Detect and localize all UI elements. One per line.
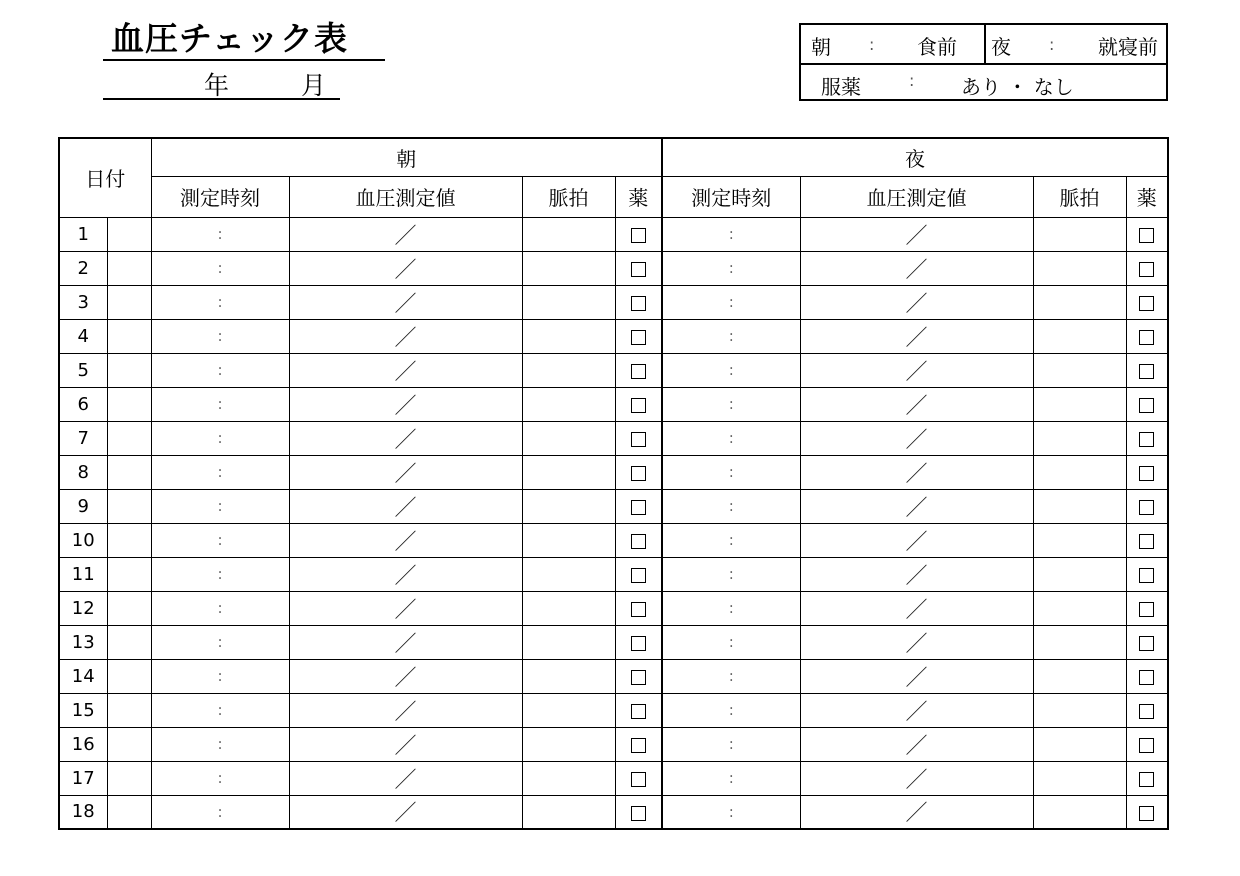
timing-row	[801, 25, 1166, 65]
morning-time-cell[interactable]: :	[151, 625, 289, 659]
night-time-cell[interactable]: :	[662, 591, 800, 625]
blood-pressure-table	[58, 137, 1169, 830]
date-header: 日付	[59, 138, 151, 217]
morning-bp-cell[interactable]: ／	[289, 659, 522, 693]
morning-medicine-checkbox[interactable]	[631, 602, 646, 617]
morning-medicine-checkbox-cell	[615, 795, 662, 829]
morning-bp-cell[interactable]: ／	[289, 217, 522, 251]
weekday-cell[interactable]	[107, 353, 151, 387]
night-pulse-cell[interactable]	[1033, 727, 1126, 761]
morning-time-cell[interactable]: :	[151, 557, 289, 591]
night-pulse-cell[interactable]	[1033, 387, 1126, 421]
night-medicine-checkbox-cell	[1126, 557, 1168, 591]
weekday-cell[interactable]	[107, 625, 151, 659]
morning-medicine-header: 薬	[615, 176, 662, 217]
morning-bp-cell[interactable]: ／	[289, 421, 522, 455]
night-pulse-cell[interactable]	[1033, 795, 1126, 829]
table-row	[59, 557, 1168, 591]
morning-bp-cell[interactable]: ／	[289, 523, 522, 557]
night-bp-cell[interactable]: ／	[800, 795, 1033, 829]
night-time-cell[interactable]: :	[662, 387, 800, 421]
night-medicine-checkbox-cell	[1126, 387, 1168, 421]
night-medicine-checkbox[interactable]	[1139, 364, 1154, 379]
night-time-cell[interactable]: :	[662, 455, 800, 489]
morning-bp-cell[interactable]: ／	[289, 455, 522, 489]
morning-time-cell[interactable]: :	[151, 285, 289, 319]
measurement-info-box	[799, 23, 1168, 101]
morning-bp-cell[interactable]: ／	[289, 693, 522, 727]
morning-medicine-checkbox[interactable]	[631, 772, 646, 787]
morning-bp-cell[interactable]: ／	[289, 251, 522, 285]
morning-medicine-checkbox[interactable]	[631, 296, 646, 311]
night-medicine-checkbox-cell	[1126, 285, 1168, 319]
night-medicine-checkbox[interactable]	[1139, 296, 1154, 311]
night-pulse-cell[interactable]	[1033, 251, 1126, 285]
night-medicine-checkbox[interactable]	[1139, 228, 1154, 243]
night-pulse-cell[interactable]	[1033, 421, 1126, 455]
night-timing: 就寝前	[1098, 35, 1158, 59]
morning-time-cell[interactable]: :	[151, 693, 289, 727]
weekday-cell[interactable]	[107, 761, 151, 795]
night-time-cell[interactable]: :	[662, 523, 800, 557]
night-medicine-checkbox-cell	[1126, 421, 1168, 455]
morning-medicine-checkbox-cell	[615, 353, 662, 387]
night-bp-cell[interactable]: ／	[800, 387, 1033, 421]
morning-pulse-cell[interactable]	[522, 523, 615, 557]
table-row	[59, 591, 1168, 625]
night-medicine-checkbox[interactable]	[1139, 500, 1154, 515]
year-month-line	[103, 61, 340, 100]
night-medicine-checkbox[interactable]	[1139, 432, 1154, 447]
weekday-cell[interactable]	[107, 251, 151, 285]
weekday-cell[interactable]	[107, 285, 151, 319]
night-medicine-checkbox-cell	[1126, 659, 1168, 693]
night-pulse-cell[interactable]	[1033, 557, 1126, 591]
night-pulse-cell[interactable]	[1033, 659, 1126, 693]
table-row	[59, 625, 1168, 659]
night-medicine-checkbox-cell	[1126, 353, 1168, 387]
morning-medicine-checkbox[interactable]	[631, 432, 646, 447]
night-time-cell[interactable]: :	[662, 319, 800, 353]
morning-label: 朝	[811, 35, 831, 59]
weekday-cell[interactable]	[107, 523, 151, 557]
night-medicine-checkbox[interactable]	[1139, 262, 1154, 277]
day-number: 2	[59, 251, 107, 285]
table-row	[59, 523, 1168, 557]
info-divider	[984, 25, 986, 63]
night-label: 夜	[991, 35, 1011, 59]
night-medicine-checkbox[interactable]	[1139, 398, 1154, 413]
table-row	[59, 285, 1168, 319]
weekday-cell[interactable]	[107, 217, 151, 251]
morning-medicine-checkbox[interactable]	[631, 500, 646, 515]
night-time-cell[interactable]: :	[662, 659, 800, 693]
morning-pulse-cell[interactable]	[522, 387, 615, 421]
morning-timing: 食前	[917, 35, 957, 59]
weekday-cell[interactable]	[107, 727, 151, 761]
weekday-cell[interactable]	[107, 455, 151, 489]
night-time-cell[interactable]: :	[662, 421, 800, 455]
night-medicine-checkbox[interactable]	[1139, 568, 1154, 583]
day-number: 8	[59, 455, 107, 489]
table-row	[59, 727, 1168, 761]
night-medicine-checkbox[interactable]	[1139, 806, 1154, 821]
morning-pulse-cell[interactable]	[522, 251, 615, 285]
morning-time-cell[interactable]: :	[151, 591, 289, 625]
morning-time-cell[interactable]: :	[151, 217, 289, 251]
morning-medicine-checkbox-cell	[615, 489, 662, 523]
day-number: 12	[59, 591, 107, 625]
morning-medicine-checkbox[interactable]	[631, 228, 646, 243]
night-pulse-cell[interactable]	[1033, 455, 1126, 489]
medicine-row	[801, 63, 1166, 101]
morning-medicine-checkbox[interactable]	[631, 398, 646, 413]
night-time-cell[interactable]: :	[662, 489, 800, 523]
table-row	[59, 387, 1168, 421]
morning-time-cell[interactable]: :	[151, 387, 289, 421]
night-time-cell[interactable]: :	[662, 557, 800, 591]
night-medicine-checkbox-cell	[1126, 693, 1168, 727]
night-bp-cell[interactable]: ／	[800, 319, 1033, 353]
table-row	[59, 421, 1168, 455]
night-time-header: 測定時刻	[662, 176, 800, 217]
night-time-cell[interactable]: :	[662, 217, 800, 251]
night-bp-header: 血圧測定値	[800, 176, 1033, 217]
morning-time-cell[interactable]: :	[151, 455, 289, 489]
morning-medicine-checkbox[interactable]	[631, 330, 646, 345]
morning-time-cell[interactable]: :	[151, 353, 289, 387]
morning-bp-cell[interactable]: ／	[289, 387, 522, 421]
night-time-cell[interactable]: :	[662, 251, 800, 285]
day-number: 6	[59, 387, 107, 421]
morning-bp-cell[interactable]: ／	[289, 761, 522, 795]
day-number: 1	[59, 217, 107, 251]
morning-pulse-cell[interactable]	[522, 353, 615, 387]
morning-time-cell[interactable]: :	[151, 523, 289, 557]
night-medicine-checkbox[interactable]	[1139, 670, 1154, 685]
morning-pulse-cell[interactable]	[522, 557, 615, 591]
morning-time-cell[interactable]: :	[151, 319, 289, 353]
morning-time-cell[interactable]: :	[151, 727, 289, 761]
table-row	[59, 659, 1168, 693]
morning-medicine-checkbox[interactable]	[631, 466, 646, 481]
morning-medicine-checkbox[interactable]	[631, 670, 646, 685]
night-time-cell[interactable]: :	[662, 693, 800, 727]
night-bp-cell[interactable]: ／	[800, 523, 1033, 557]
night-bp-cell[interactable]: ／	[800, 693, 1033, 727]
night-time-cell[interactable]: :	[662, 353, 800, 387]
night-pulse-cell[interactable]	[1033, 489, 1126, 523]
medicine-colon: :	[909, 71, 915, 90]
night-medicine-checkbox-cell	[1126, 455, 1168, 489]
night-bp-cell[interactable]: ／	[800, 353, 1033, 387]
night-medicine-checkbox-cell	[1126, 761, 1168, 795]
morning-pulse-cell[interactable]	[522, 489, 615, 523]
night-medicine-checkbox[interactable]	[1139, 602, 1154, 617]
day-number: 13	[59, 625, 107, 659]
morning-medicine-checkbox-cell	[615, 523, 662, 557]
table-row	[59, 353, 1168, 387]
night-medicine-checkbox-cell	[1126, 489, 1168, 523]
night-pulse-cell[interactable]	[1033, 353, 1126, 387]
morning-bp-header: 血圧測定値	[289, 176, 522, 217]
night-medicine-checkbox-cell	[1126, 251, 1168, 285]
weekday-cell[interactable]	[107, 421, 151, 455]
morning-medicine-checkbox[interactable]	[631, 568, 646, 583]
morning-pulse-cell[interactable]	[522, 319, 615, 353]
morning-bp-cell[interactable]: ／	[289, 591, 522, 625]
night-pulse-header: 脈拍	[1033, 176, 1126, 217]
morning-pulse-cell[interactable]	[522, 285, 615, 319]
night-medicine-checkbox-cell	[1126, 795, 1168, 829]
weekday-cell[interactable]	[107, 795, 151, 829]
night-medicine-header: 薬	[1126, 176, 1168, 217]
year-label: 年	[204, 71, 230, 100]
morning-medicine-checkbox-cell	[615, 761, 662, 795]
morning-bp-cell[interactable]: ／	[289, 319, 522, 353]
night-bp-cell[interactable]: ／	[800, 557, 1033, 591]
morning-medicine-checkbox-cell	[615, 251, 662, 285]
night-pulse-cell[interactable]	[1033, 591, 1126, 625]
night-header: 夜	[662, 138, 1168, 176]
morning-bp-cell[interactable]: ／	[289, 727, 522, 761]
morning-medicine-checkbox-cell	[615, 659, 662, 693]
morning-medicine-checkbox-cell	[615, 285, 662, 319]
title-block	[103, 19, 385, 100]
night-time-cell[interactable]: :	[662, 285, 800, 319]
morning-time-cell[interactable]: :	[151, 761, 289, 795]
day-number: 18	[59, 795, 107, 829]
weekday-cell[interactable]	[107, 659, 151, 693]
morning-time-cell[interactable]: :	[151, 795, 289, 829]
morning-bp-cell[interactable]: ／	[289, 353, 522, 387]
morning-pulse-cell[interactable]	[522, 455, 615, 489]
morning-medicine-checkbox-cell	[615, 625, 662, 659]
night-time-cell[interactable]: :	[662, 727, 800, 761]
morning-bp-cell[interactable]: ／	[289, 795, 522, 829]
morning-medicine-checkbox[interactable]	[631, 636, 646, 651]
day-number: 15	[59, 693, 107, 727]
morning-medicine-checkbox-cell	[615, 387, 662, 421]
table-row	[59, 217, 1168, 251]
morning-medicine-checkbox-cell	[615, 319, 662, 353]
night-pulse-cell[interactable]	[1033, 625, 1126, 659]
morning-medicine-checkbox-cell	[615, 421, 662, 455]
night-pulse-cell[interactable]	[1033, 285, 1126, 319]
morning-pulse-cell[interactable]	[522, 761, 615, 795]
night-medicine-checkbox[interactable]	[1139, 738, 1154, 753]
morning-pulse-cell[interactable]	[522, 591, 615, 625]
day-number: 10	[59, 523, 107, 557]
night-medicine-checkbox-cell	[1126, 523, 1168, 557]
table-row	[59, 319, 1168, 353]
morning-time-cell[interactable]: :	[151, 251, 289, 285]
night-time-cell[interactable]: :	[662, 761, 800, 795]
night-medicine-checkbox-cell	[1126, 625, 1168, 659]
night-bp-cell[interactable]: ／	[800, 217, 1033, 251]
table-row	[59, 489, 1168, 523]
morning-bp-cell[interactable]: ／	[289, 285, 522, 319]
page-title: 血圧チェック表	[103, 22, 385, 61]
day-number: 7	[59, 421, 107, 455]
night-medicine-checkbox[interactable]	[1139, 704, 1154, 719]
weekday-cell[interactable]	[107, 693, 151, 727]
morning-medicine-checkbox-cell	[615, 455, 662, 489]
morning-pulse-cell[interactable]	[522, 795, 615, 829]
medicine-label: 服薬	[821, 75, 861, 99]
weekday-cell[interactable]	[107, 557, 151, 591]
weekday-cell[interactable]	[107, 489, 151, 523]
table-row	[59, 455, 1168, 489]
weekday-cell[interactable]	[107, 591, 151, 625]
morning-time-header: 測定時刻	[151, 176, 289, 217]
day-number: 17	[59, 761, 107, 795]
night-bp-cell[interactable]: ／	[800, 625, 1033, 659]
night-medicine-checkbox[interactable]	[1139, 330, 1154, 345]
morning-pulse-cell[interactable]	[522, 659, 615, 693]
morning-header: 朝	[151, 138, 662, 176]
night-medicine-checkbox-cell	[1126, 591, 1168, 625]
morning-bp-cell[interactable]: ／	[289, 489, 522, 523]
day-number: 11	[59, 557, 107, 591]
morning-medicine-checkbox[interactable]	[631, 806, 646, 821]
night-bp-cell[interactable]: ／	[800, 421, 1033, 455]
morning-bp-cell[interactable]: ／	[289, 625, 522, 659]
day-number: 3	[59, 285, 107, 319]
morning-medicine-checkbox[interactable]	[631, 262, 646, 277]
day-number: 4	[59, 319, 107, 353]
weekday-cell[interactable]	[107, 387, 151, 421]
morning-medicine-checkbox[interactable]	[631, 534, 646, 549]
morning-medicine-checkbox-cell	[615, 217, 662, 251]
morning-colon: :	[869, 35, 875, 54]
night-bp-cell[interactable]: ／	[800, 455, 1033, 489]
night-bp-cell[interactable]: ／	[800, 659, 1033, 693]
morning-medicine-checkbox-cell	[615, 557, 662, 591]
table-row	[59, 693, 1168, 727]
morning-medicine-checkbox[interactable]	[631, 738, 646, 753]
morning-pulse-cell[interactable]	[522, 625, 615, 659]
table-row	[59, 761, 1168, 795]
morning-time-cell[interactable]: :	[151, 489, 289, 523]
table-body	[59, 217, 1168, 829]
morning-bp-cell[interactable]: ／	[289, 557, 522, 591]
night-bp-cell[interactable]: ／	[800, 727, 1033, 761]
morning-medicine-checkbox-cell	[615, 591, 662, 625]
morning-medicine-checkbox-cell	[615, 727, 662, 761]
night-time-cell[interactable]: :	[662, 625, 800, 659]
night-colon: :	[1049, 35, 1055, 54]
night-bp-cell[interactable]: ／	[800, 489, 1033, 523]
morning-time-cell[interactable]: :	[151, 659, 289, 693]
morning-medicine-checkbox-cell	[615, 693, 662, 727]
night-bp-cell[interactable]: ／	[800, 761, 1033, 795]
night-medicine-checkbox-cell	[1126, 319, 1168, 353]
day-number: 14	[59, 659, 107, 693]
night-pulse-cell[interactable]	[1033, 217, 1126, 251]
morning-medicine-checkbox[interactable]	[631, 704, 646, 719]
medicine-value: あり ・ なし	[961, 75, 1074, 99]
night-pulse-cell[interactable]	[1033, 523, 1126, 557]
night-medicine-checkbox[interactable]	[1139, 466, 1154, 481]
night-pulse-cell[interactable]	[1033, 761, 1126, 795]
night-medicine-checkbox[interactable]	[1139, 636, 1154, 651]
morning-pulse-cell[interactable]	[522, 217, 615, 251]
day-number: 9	[59, 489, 107, 523]
month-label: 月	[301, 71, 327, 100]
night-bp-cell[interactable]: ／	[800, 251, 1033, 285]
night-bp-cell[interactable]: ／	[800, 591, 1033, 625]
night-medicine-checkbox-cell	[1126, 217, 1168, 251]
day-number: 5	[59, 353, 107, 387]
morning-pulse-header: 脈拍	[522, 176, 615, 217]
table-row	[59, 795, 1168, 829]
table-row	[59, 251, 1168, 285]
morning-pulse-cell[interactable]	[522, 421, 615, 455]
night-medicine-checkbox-cell	[1126, 727, 1168, 761]
morning-pulse-cell[interactable]	[522, 693, 615, 727]
morning-medicine-checkbox[interactable]	[631, 364, 646, 379]
night-bp-cell[interactable]: ／	[800, 285, 1033, 319]
day-number: 16	[59, 727, 107, 761]
night-time-cell[interactable]: :	[662, 795, 800, 829]
morning-time-cell[interactable]: :	[151, 421, 289, 455]
weekday-cell[interactable]	[107, 319, 151, 353]
night-medicine-checkbox[interactable]	[1139, 534, 1154, 549]
night-medicine-checkbox[interactable]	[1139, 772, 1154, 787]
morning-pulse-cell[interactable]	[522, 727, 615, 761]
night-pulse-cell[interactable]	[1033, 319, 1126, 353]
night-pulse-cell[interactable]	[1033, 693, 1126, 727]
